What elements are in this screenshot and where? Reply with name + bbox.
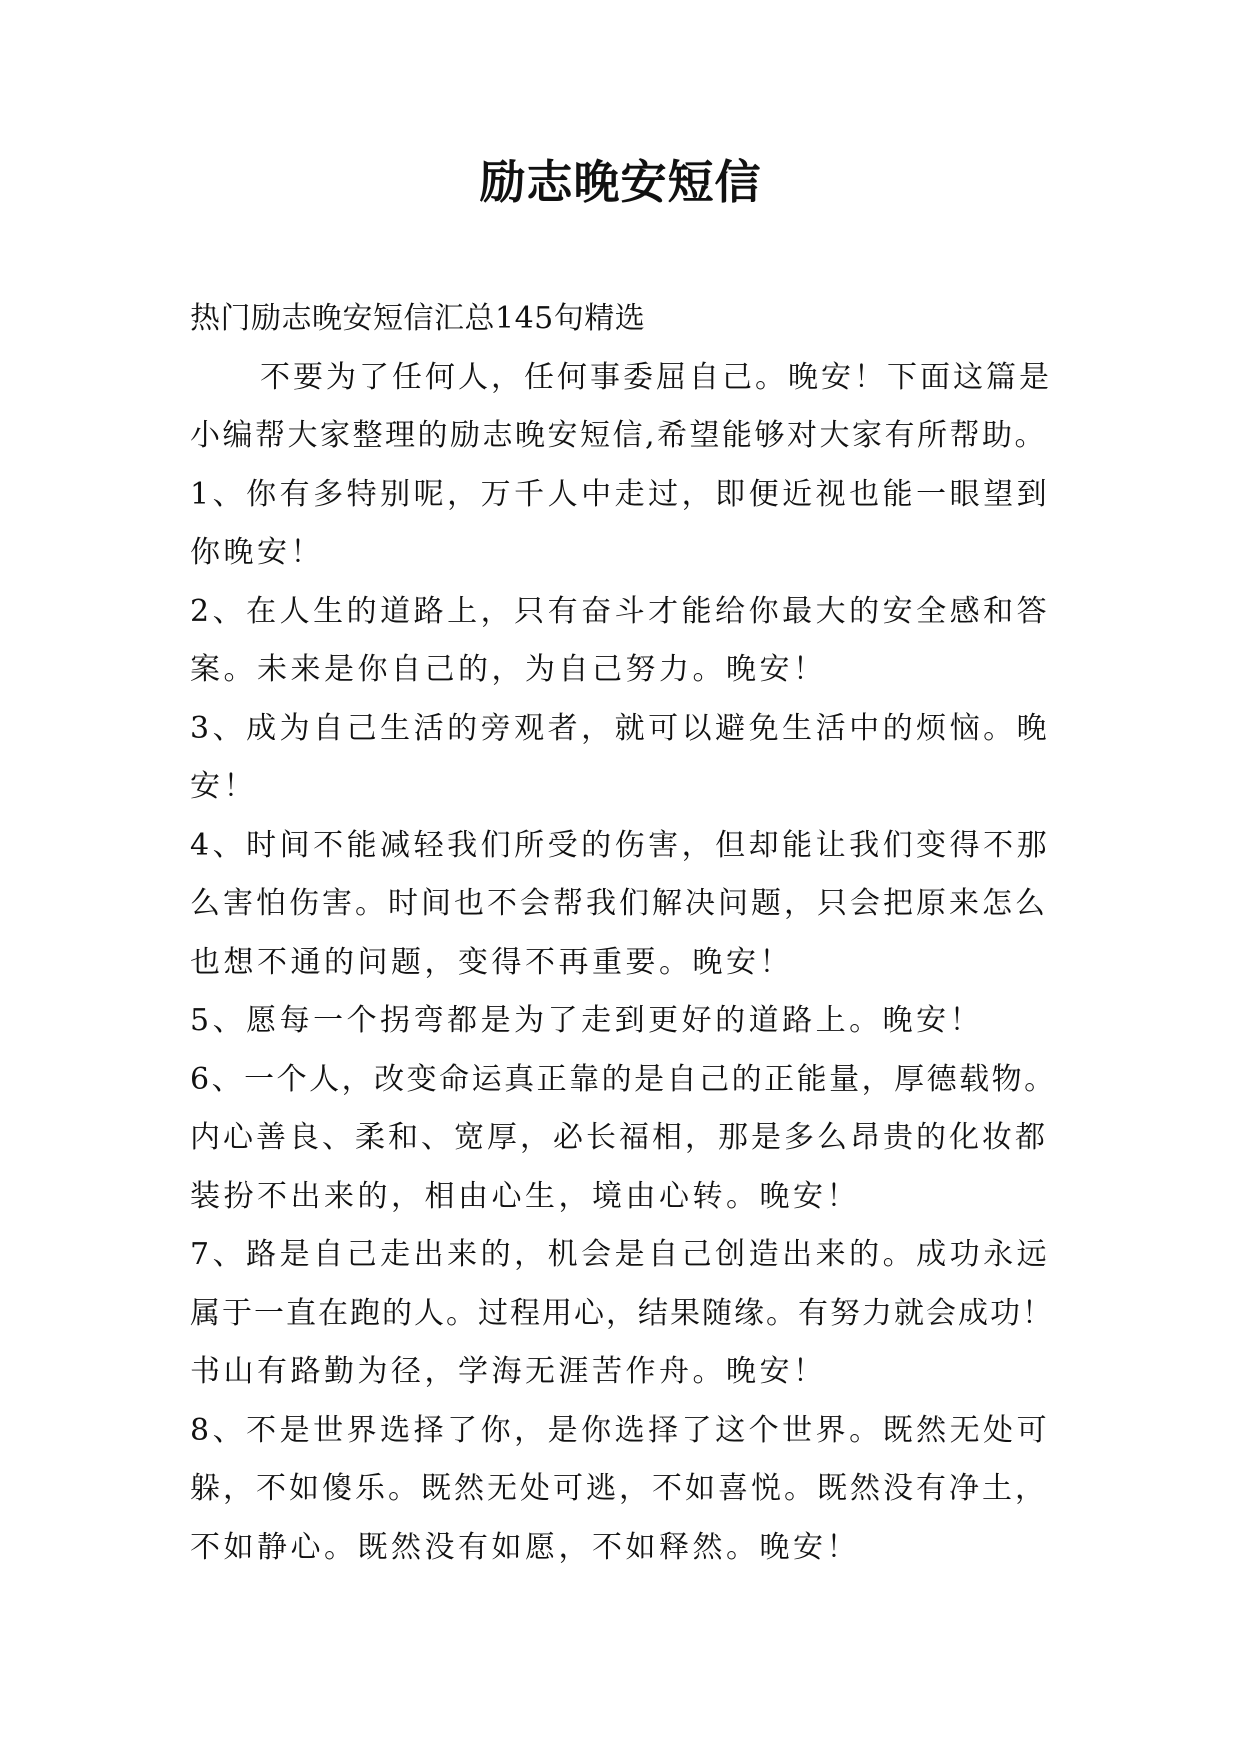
item-4-line-3: 也想不通的问题，变得不再重要。晚安！ — [190, 944, 793, 980]
item-6-line-2: 内心善良、柔和、宽厚，必长福相，那是多么昂贵的化妆都 — [190, 1120, 1048, 1155]
intro-line-2: 小编帮大家整理的励志晚安短信,希望能够对大家有所帮助。 — [190, 418, 1048, 453]
item-3-line-2: 安！ — [190, 769, 257, 804]
item-7-line-1: 7、路是自己走出来的，机会是自己创造出来的。成功永远 — [190, 1237, 1051, 1272]
item-6-line-3: 装扮不出来的，相由心生，境由心转。晚安！ — [190, 1178, 860, 1214]
item-5-line-1: 5、愿每一个拐弯都是为了走到更好的道路上。晚安！ — [190, 1003, 984, 1038]
item-4-line-1: 4、时间不能减轻我们所受的伤害，但却能让我们变得不那 — [190, 827, 1051, 863]
subtitle-line: 热门励志晚安短信汇总145句精选 — [190, 301, 646, 336]
item-1-line-2: 你晚安！ — [190, 535, 324, 570]
item-2-line-1: 2、在人生的道路上，只有奋斗才能给你最大的安全感和答 — [190, 593, 1051, 629]
item-6-line-1: 6、一个人，改变命运真正靠的是自己的正能量，厚德载物。 — [190, 1061, 1057, 1097]
document-body — [190, 290, 1060, 1577]
item-2-line-2: 案。未来是你自己的，为自己努力。晚安！ — [190, 652, 827, 687]
item-8-line-2: 躲，不如傻乐。既然无处可逃，不如喜悦。既然没有净土， — [190, 1471, 1048, 1506]
intro-line-1: 不要为了任何人，任何事委屈自己。晚安！下面这篇是 — [260, 359, 1052, 395]
item-1-line-1: 1、你有多特别呢，万千人中走过，即便近视也能一眼望到 — [190, 476, 1051, 512]
item-7-line-3: 书山有路勤为径，学海无涯苦作舟。晚安！ — [190, 1354, 827, 1389]
item-8-line-1: 8、不是世界选择了你，是你选择了这个世界。既然无处可 — [190, 1412, 1051, 1448]
item-3-line-1: 3、成为自己生活的旁观者，就可以避免生活中的烦恼。晚 — [190, 710, 1051, 746]
item-8-line-3: 不如静心。既然没有如愿，不如释然。晚安！ — [190, 1529, 860, 1565]
item-7-line-2: 属于一直在跑的人。过程用心，结果随缘。有努力就会成功！ — [190, 1295, 1054, 1331]
item-4-line-2: 么害怕伤害。时间也不会帮我们解决问题，只会把原来怎么 — [190, 886, 1048, 921]
document-title: 励志晚安短信 — [479, 155, 762, 209]
